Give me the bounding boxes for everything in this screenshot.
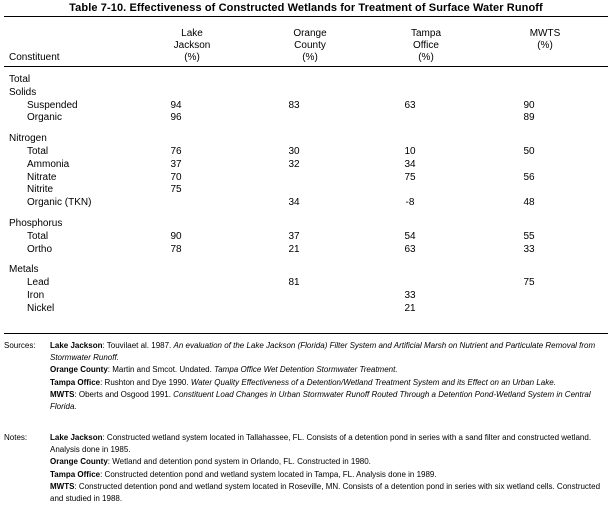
- table-row: [0, 277, 612, 289]
- row-label: Ammonia: [27, 158, 70, 170]
- bottom-rule: [4, 333, 608, 334]
- constituent-header: Constituent: [9, 52, 60, 63]
- cell-value: 55: [523, 230, 535, 242]
- table-row: [0, 303, 612, 315]
- cell-value: 90: [170, 230, 182, 242]
- table-row: [0, 197, 612, 209]
- cell-value: 75: [170, 184, 182, 196]
- row-label: Metals: [9, 264, 39, 276]
- row-label: Ortho: [27, 243, 53, 255]
- cell-value: 78: [170, 243, 182, 255]
- cell-value: 21: [404, 302, 416, 314]
- cell-value: 83: [288, 99, 300, 111]
- entry-text: : Martin and Smcot. Undated.: [107, 365, 215, 374]
- cell-value: 32: [288, 158, 300, 170]
- table-row: [0, 100, 612, 112]
- entry-text: : Constructed wetland system located in Tallahassee, FL. Consists of a detention pond in series with a sand filter and constructed wetland. Analysis done in 1985.: [50, 433, 592, 454]
- cell-value: 81: [288, 277, 300, 289]
- sources-section: [4, 340, 608, 425]
- row-label: Phosphorus: [9, 218, 63, 229]
- cell-value: 70: [170, 171, 182, 183]
- entry-name: MWTS: [50, 390, 75, 399]
- cell-value: 10: [404, 146, 416, 157]
- cell-value: 96: [170, 112, 182, 124]
- table-row: [0, 231, 612, 243]
- entry-text: : Constructed detention pond and wetland system located in Tampa, FL. Analysis done in 1989.: [100, 469, 437, 479]
- entry-name: Tampa Office: [50, 469, 101, 479]
- entry-name: Lake Jackson: [50, 341, 103, 350]
- notes-entry: [50, 456, 608, 468]
- notes-list: [50, 432, 608, 505]
- table-row: [0, 172, 612, 184]
- entry-title: Water Quality Effectiveness of a Detention/Wetland Treatment System and its Effect on an Urban Lake.: [190, 377, 556, 387]
- header-line: (%): [302, 52, 318, 63]
- header-line: (%): [418, 52, 434, 63]
- row-label: Iron: [27, 290, 45, 301]
- cell-value: 34: [404, 158, 416, 170]
- table-row: [0, 290, 612, 302]
- table-row: [0, 264, 612, 276]
- cell-value: 94: [170, 99, 182, 111]
- entry-text: : Rushton and Dye 1990.: [100, 377, 191, 387]
- cell-value: 48: [523, 197, 535, 209]
- table-row: [0, 184, 612, 196]
- header-line: Office: [413, 40, 439, 51]
- row-label: Nitrate: [27, 171, 57, 183]
- sources-entry: [50, 389, 608, 412]
- header-line: (%): [184, 52, 200, 63]
- notes-heading: Notes:: [4, 433, 28, 442]
- entry-name: Orange County: [50, 457, 108, 466]
- table-row: [0, 218, 612, 230]
- cell-value: 33: [404, 290, 416, 301]
- row-label: Total: [27, 230, 49, 242]
- notes-section: [4, 432, 608, 508]
- entry-text: : Oberts and Osgood 1991.: [74, 390, 174, 399]
- header-line: Orange: [293, 28, 327, 39]
- row-label: Solids: [9, 86, 37, 98]
- header-line: Jackson: [173, 40, 211, 51]
- entry-name: Orange County: [50, 365, 108, 374]
- row-label: Total: [9, 74, 31, 85]
- cell-value: 75: [404, 171, 416, 183]
- cell-value: 33: [523, 243, 535, 255]
- cell-value: 21: [288, 243, 300, 255]
- cell-value: 63: [404, 243, 416, 255]
- table-row: [0, 133, 612, 145]
- entry-name: MWTS: [50, 482, 75, 491]
- sources-list: [50, 340, 608, 413]
- row-label: Nickel: [27, 302, 55, 314]
- entry-text: : Constructed detention pond and wetland system located in Roseville, MN. Consists of a detention pond in series with six wetland cells. Constructed and studied in 1988.: [50, 482, 601, 503]
- table-row: [0, 87, 612, 99]
- entry-name: Lake Jackson: [50, 433, 103, 442]
- cell-value: 90: [523, 99, 535, 111]
- header-line: Tampa: [410, 28, 441, 39]
- cell-value: 37: [170, 158, 182, 170]
- cell-value: 56: [523, 171, 535, 183]
- entry-title: An evaluation of the Lake Jackson (Florida) Filter System and Artificial Marsh on Nutrient and Particulate Removal from Stormwater Runoff.: [50, 341, 596, 362]
- cell-value: 63: [404, 99, 416, 111]
- entry-title: Tampa Office Wet Detention Stormwater Treatment.: [214, 365, 398, 374]
- sources-entry: [50, 377, 608, 389]
- cell-value: 76: [170, 146, 182, 157]
- cell-value: -8: [405, 197, 415, 209]
- cell-value: 34: [288, 197, 300, 209]
- row-label: Organic: [27, 112, 63, 124]
- notes-entry: [50, 469, 608, 481]
- table-row: [0, 112, 612, 124]
- header-line: Lake: [181, 28, 203, 39]
- cell-value: 37: [288, 230, 300, 242]
- table-title: Table 7-10. Effectiveness of Constructed Wetlands for Treatment of Surface Water Runoff: [69, 2, 543, 14]
- cell-value: 89: [523, 112, 535, 124]
- table-row: [0, 146, 612, 158]
- header-line: County: [294, 40, 326, 51]
- sources-entry: [50, 364, 608, 376]
- entry-title: Constituent Load Changes in Urban Stormwater Runoff Routed Through a Detention Pond-Wetland System in Central Florida.: [50, 390, 591, 411]
- entry-text: : Touvilaet al. 1987.: [102, 341, 174, 350]
- sources-heading: Sources:: [4, 341, 36, 350]
- cell-value: 50: [523, 146, 535, 157]
- row-label: Organic (TKN): [27, 197, 92, 209]
- row-label: Nitrogen: [9, 133, 47, 145]
- row-label: Lead: [27, 277, 50, 289]
- table-row: [0, 244, 612, 256]
- notes-entry: [50, 481, 608, 504]
- header-line: (%): [537, 40, 553, 51]
- header-line: MWTS: [529, 28, 561, 39]
- cell-value: 30: [288, 146, 300, 157]
- row-label: Suspended: [27, 99, 78, 111]
- table-row: [0, 74, 612, 86]
- sources-entry: [50, 340, 608, 363]
- row-label: Nitrite: [27, 184, 54, 196]
- cell-value: 54: [404, 230, 416, 242]
- entry-text: : Wetland and detention pond system in Orlando, FL. Constructed in 1980.: [107, 457, 371, 466]
- notes-entry: [50, 432, 608, 455]
- row-label: Total: [27, 146, 49, 157]
- entry-name: Tampa Office: [50, 377, 101, 387]
- table-row: [0, 159, 612, 171]
- cell-value: 75: [523, 277, 535, 289]
